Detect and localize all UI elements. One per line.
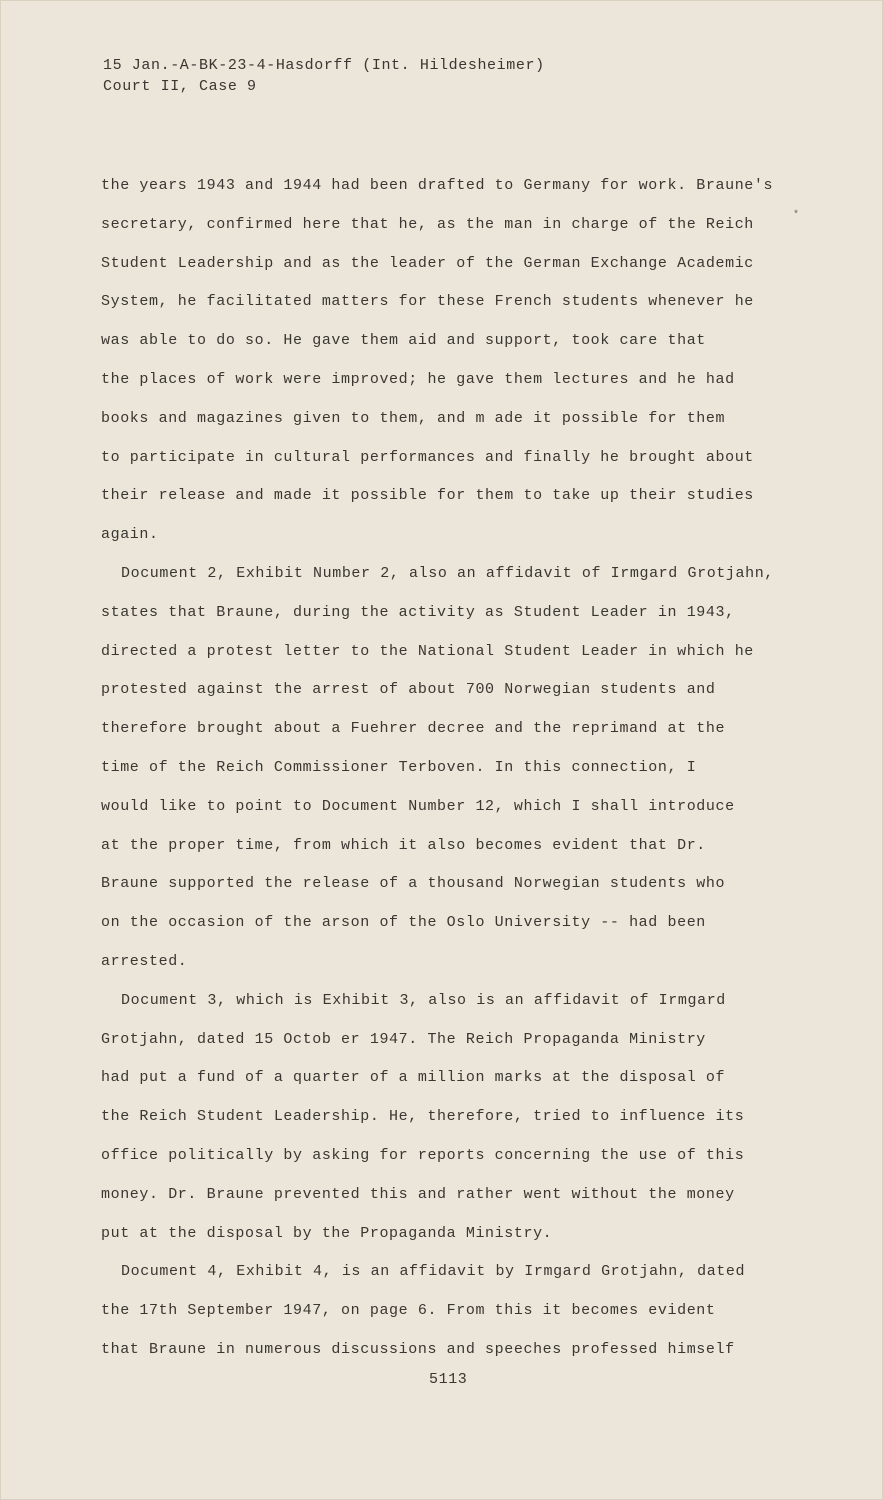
text-line: office politically by asking for reports concerning the use of this <box>101 1146 745 1164</box>
text-line: that Braune in numerous discussions and speeches professed himself <box>101 1340 735 1358</box>
text-line: their release and made it possible for them to take up their studies <box>101 487 754 505</box>
text-line: Student Leadership and as the leader of the German Exchange Academic <box>101 254 754 272</box>
text-line: to participate in cultural performances and finally he brought about <box>101 448 754 466</box>
text-line: at the proper time, from which it also becomes evident that Dr. <box>101 836 706 854</box>
text-line: the years 1943 and 1944 had been drafted to Germany for work. Braune's <box>101 177 774 194</box>
text-line: would like to point to Document Number 12, which I shall introduce <box>101 797 735 815</box>
text-line: was able to do so. He gave them aid and support, took care that <box>101 332 706 350</box>
text-line: arrested. <box>101 952 188 970</box>
text-line: Braune supported the release of a thousand Norwegian students who <box>101 875 726 893</box>
text-line: time of the Reich Commissioner Terboven. In this connection, I <box>101 758 697 776</box>
paragraph-start-line: Document 4, Exhibit 4, is an affidavit by Irmgard Grotjahn, dated <box>121 1263 746 1281</box>
paragraph-start-line: Document 2, Exhibit Number 2, also an affidavit of Irmgard Grotjahn, <box>121 564 774 582</box>
text-line: on the occasion of the arson of the Oslo University -- had been <box>101 914 706 932</box>
text-line: the Reich Student Leadership. He, therefore, tried to influence its <box>101 1108 745 1126</box>
paragraph-start-line: Document 3, which is Exhibit 3, also is an affidavit of Irmgard <box>121 991 726 1009</box>
header-reference-line: 15 Jan.-A-BK-23-4-Hasdorff (Int. Hildesheimer) <box>103 57 545 74</box>
text-line: had put a fund of a quarter of a million marks at the disposal of <box>101 1069 726 1087</box>
text-line: directed a protest letter to the National Student Leader in which he <box>101 642 754 660</box>
text-line: Grotjahn, dated 15 Octob er 1947. The Reich Propaganda Ministry <box>101 1030 706 1048</box>
text-line: therefore brought about a Fuehrer decree and the reprimand at the <box>101 720 726 738</box>
margin-mark: * <box>793 210 800 221</box>
text-line: protested against the arrest of about 700 Norwegian students and <box>101 681 716 699</box>
text-line: states that Braune, during the activity as Student Leader in 1943, <box>101 603 735 621</box>
text-line: the places of work were improved; he gave them lectures and he had <box>101 370 735 388</box>
text-line: the 17th September 1947, on page 6. From this it becomes evident <box>101 1302 716 1320</box>
text-line: money. Dr. Braune prevented this and rather went without the money <box>101 1185 735 1203</box>
document-header <box>103 55 545 97</box>
page-number: 5113 <box>429 1371 468 1388</box>
transcript-body <box>101 167 801 1370</box>
text-line: secretary, confirmed here that he, as the man in charge of the Reich <box>101 215 754 233</box>
text-line: books and magazines given to them, and m ade it possible for them <box>101 409 726 427</box>
header-court-line: Court II, Case 9 <box>103 78 257 95</box>
text-line: System, he facilitated matters for these French students whenever he <box>101 293 754 311</box>
text-line: again. <box>101 526 159 544</box>
text-line: put at the disposal by the Propaganda Ministry. <box>101 1224 553 1242</box>
